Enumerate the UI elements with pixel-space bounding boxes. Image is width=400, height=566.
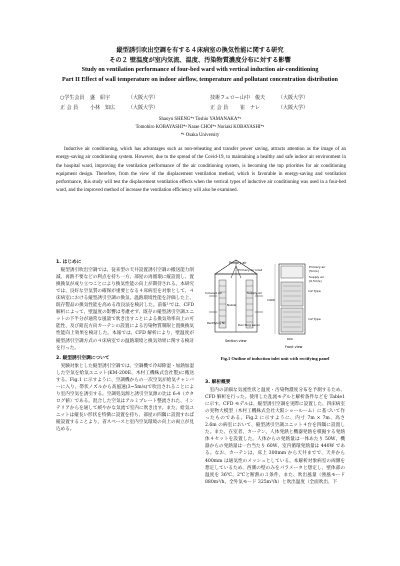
affiliation-en: *¹ Osaka University	[180, 133, 220, 138]
section-2-title: 2. 縦型誘引空調について	[56, 355, 110, 361]
author-affiliation: （大阪大学）	[278, 104, 309, 111]
author-affiliation: （大阪大学）	[128, 104, 159, 111]
authors-en-line2: Tomohiro KOBAYASHI*¹ Narae CHOI*¹ Noriaki KOBAYASHI*¹	[135, 125, 265, 130]
author-name: 小林 知広	[90, 104, 116, 111]
author-role: 正 会 員	[60, 104, 79, 111]
front-chamber	[281, 266, 303, 278]
author-row	[60, 103, 360, 113]
abstract: Inductive air conditioning, which has advantages such as non-reheating and transfer power saving, attracts attention as the image of an energy-saving air conditioning system. However, due to the spread of the Covid-19, to maintaining a healthy and safe indoor air environment in the hospital ward, improving the ventilation performance of the air conditioning system, is becoming the top priorities for air conditioning equipment design. Therefore, from the view of the displacement ventilation method, which is favorable in energy-saving and ventilation performance, this study will test the displacement ventilation effects when the vertical types of inductive air conditioning was used in a four-bed ward, and the improved method of increase the ventilation efficiency will also be examined.	[56, 147, 346, 194]
label-nozzle: Nozzle	[227, 303, 237, 307]
section-1-text: 縦型誘引吹出空調では、従来型の天井設置誘引空調の搬送能力削減、再熱不要などの利点を持ち一方、部屋の再循環に縦設置し、置換換気が成り立つことにより換気性能の向上が期待される。本研究では、良好な空気質の確保が重要となる４床病室を対象として、４床病室における縦型誘引空調の換気、温熱環境性能を評価した上、既存製品の換気性能を高める改良法を検討した。前報¹⁾では、CFD 解析によって、壁温度の影響は考慮せず、既存の縦型誘引空調ユニットの下半分が通常な風量で吹き出すことによる換気効率向上の可能性、及び鉛直方向カーテンの設置による汚染物質制限と置換換気性能向上効果を検討した。本報では、CFD 解析により、壁温度が縦型誘引空調方式の４床病室での温熱環境と換気効果に関する検討を行った。	[56, 268, 194, 351]
front-panel-lower	[281, 308, 303, 332]
title-en-line1: Study on ventilation performance of four-bed ward with vertical induction air-conditioning	[81, 67, 319, 73]
authors-jp	[60, 93, 360, 112]
section-3-title: 3. 解析概要	[205, 380, 231, 385]
section-1-title: 1. はじめに	[56, 260, 82, 265]
label-speed-primary: Primary air	[309, 265, 326, 269]
author-affiliation: （大阪大学）	[128, 95, 159, 102]
label-speed-primary-value: (5m/s)	[309, 269, 319, 273]
author-role: ○学生会員	[60, 95, 85, 102]
label-speed-supply-value: (0.5m/s)	[309, 279, 322, 283]
title-jp-line2: その２ 壁温度が室内気流、温度、汚染物質濃度分布に対する影響	[109, 57, 291, 64]
left-column	[56, 258, 194, 433]
label-punching: Punching panel	[238, 323, 260, 327]
section-2-text: 実験対象とした縦型誘引空調では、空調機で冷却除湿・加熱加湿した空気を給気ユニット(KM-200E、木村工機株式会社製)に搬送する。Fig.1 に示すように、空調機からの一次空気が給気チャンバーに入り、帯状ノズルから高風速(3~5m/s)で吹出されることにより室内空気を誘引する。空調処気源と誘引空気源の比は 6:4（カタログ値）である。混合した空気はアルミプレート整流された、インテリアからを通して緩やかな気流で室内に吹き出す。また、給気ユニットは縦長い形状を特徴に設置を持ち、部屋の四隅に設置すれば縦設置することより、省スペースと室内空気環境の向上の両立が見込める。	[56, 363, 194, 433]
label-dimension-width: 600	[287, 337, 293, 341]
label-front-view: Front view	[285, 345, 303, 349]
title-jp-line1: 縦型誘引吹出空調を有する４床病室の換気性能に関する研究	[116, 47, 284, 54]
figure-1-diagram	[205, 256, 345, 352]
author-affiliation: （大阪大学）	[278, 95, 309, 102]
author-role: 正 会 員	[210, 104, 229, 111]
title-en-line2: Part II Effect of wall temperature on indoor airflow, temperature and pollutant concentration distribution	[62, 77, 338, 83]
author-name: 崔 ナレ	[240, 104, 260, 111]
figure-1-caption: Fig.1 Outline of induction inlet unit with rectifying panel	[220, 356, 330, 361]
label-induced-air: Induced air	[205, 291, 222, 295]
authors-en-line1: Shaoyu SHENG*¹ Toshio YAMANAKA*¹	[158, 117, 242, 122]
label-primary-inlet: Primary air inlet	[238, 268, 262, 272]
section-3-text: 室内の詳細な気流性状と温度・汚染物濃度分布を予測するため、CFD 解析を行った。使用した乱流モデルと解析条件などを Table1 に示す。CFD モデルは、縦型誘引空調を実際に設置した、四床病室の実物大模型（木村工機株式会社大阪ショールーム）に基づいて作ったものである。Fig.2 に示すように、内寸 7m × 7m、高さ 2.6m の病室において、縦型誘引空調ユニット４台を四隅に設置した。また、在室者、カーテン、人体発熱と機器発熱を模擬する発熱体４セットを設置した。人体からの発熱量は一体あたり 50W、機器からの発熱量は一台当たり 60W、室内循環発熱量は 440W である。なお、カーテンは、床上 300mm から天井までで、天井から 400mm は通気性のメッシュとしている。本解析対象病室の両側を想定しているため、西側の壁のみをパラメータと想定し、壁体部の温度を 36℃、2℃と断熱の３条件、また、吹出風量（強風モード 880m³/h、全外気モード 325m³/h）と吹出温度（全面吹出、下	[205, 388, 345, 485]
author-role: 技術フェロー	[210, 95, 240, 102]
author-row	[60, 93, 360, 103]
front-panel-upper	[281, 282, 303, 306]
author-name: 盛 紹宇	[90, 95, 111, 102]
label-primary-air: Primary air	[229, 261, 247, 265]
label-top-type: 1/2 Type	[308, 289, 321, 293]
label-dimension-height: 1400	[267, 298, 275, 302]
author-name: 山中 俊夫	[240, 95, 266, 102]
label-section-view: Section view	[225, 339, 247, 343]
label-speed-supply: Supply air	[309, 275, 325, 279]
right-column	[205, 378, 345, 486]
label-rectifying: Rectifying fin	[207, 321, 226, 325]
label-bottom-type: 1/2 Type	[308, 317, 321, 321]
label-supply-air: Supply air	[247, 291, 263, 295]
